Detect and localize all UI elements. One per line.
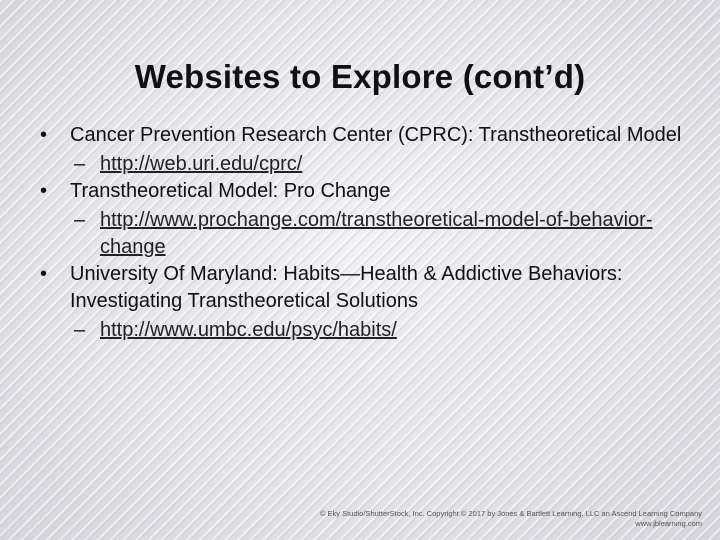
dash-icon: –: [74, 209, 86, 231]
prochange-link[interactable]: http://www.prochange.com/transtheoretical-model-of-behavior-change: [100, 209, 653, 258]
bullet-icon: •: [40, 180, 48, 202]
bullet-text: Cancer Prevention Research Center (CPRC): Transtheoretical Model: [70, 124, 682, 146]
umbc-link[interactable]: http://www.umbc.edu/psyc/habits/: [100, 319, 397, 341]
bullet-list: [40, 122, 700, 344]
sub-item-prochange-link: [40, 207, 700, 261]
sub-item-cprc-link: [40, 151, 700, 178]
dash-icon: –: [74, 319, 86, 341]
bullet-item-prochange: [40, 178, 700, 205]
dash-icon: –: [74, 153, 86, 175]
copyright-footer: [320, 509, 702, 529]
bullet-icon: •: [40, 124, 48, 146]
copyright-text: © Eky Studio/ShutterStock, Inc. Copyright © 2017 by Jones & Bartlett Learning, LLC an Ascend Learning Company: [319, 509, 702, 518]
cprc-link[interactable]: http://web.uri.edu/cprc/: [100, 153, 303, 175]
bullet-icon: •: [40, 263, 48, 285]
sub-item-umbc-link: [40, 317, 700, 344]
publisher-website: www.jblearning.com: [635, 519, 702, 528]
slide-title: Websites to Explore (cont’d): [134, 58, 586, 95]
bullet-item-umbc: [40, 261, 700, 315]
bullet-text: Transtheoretical Model: Pro Change: [70, 180, 391, 202]
bullet-item-cprc: [40, 122, 700, 149]
bullet-text: University Of Maryland: Habits—Health & Addictive Behaviors: Investigating Transtheoretical Solutions: [70, 263, 623, 312]
